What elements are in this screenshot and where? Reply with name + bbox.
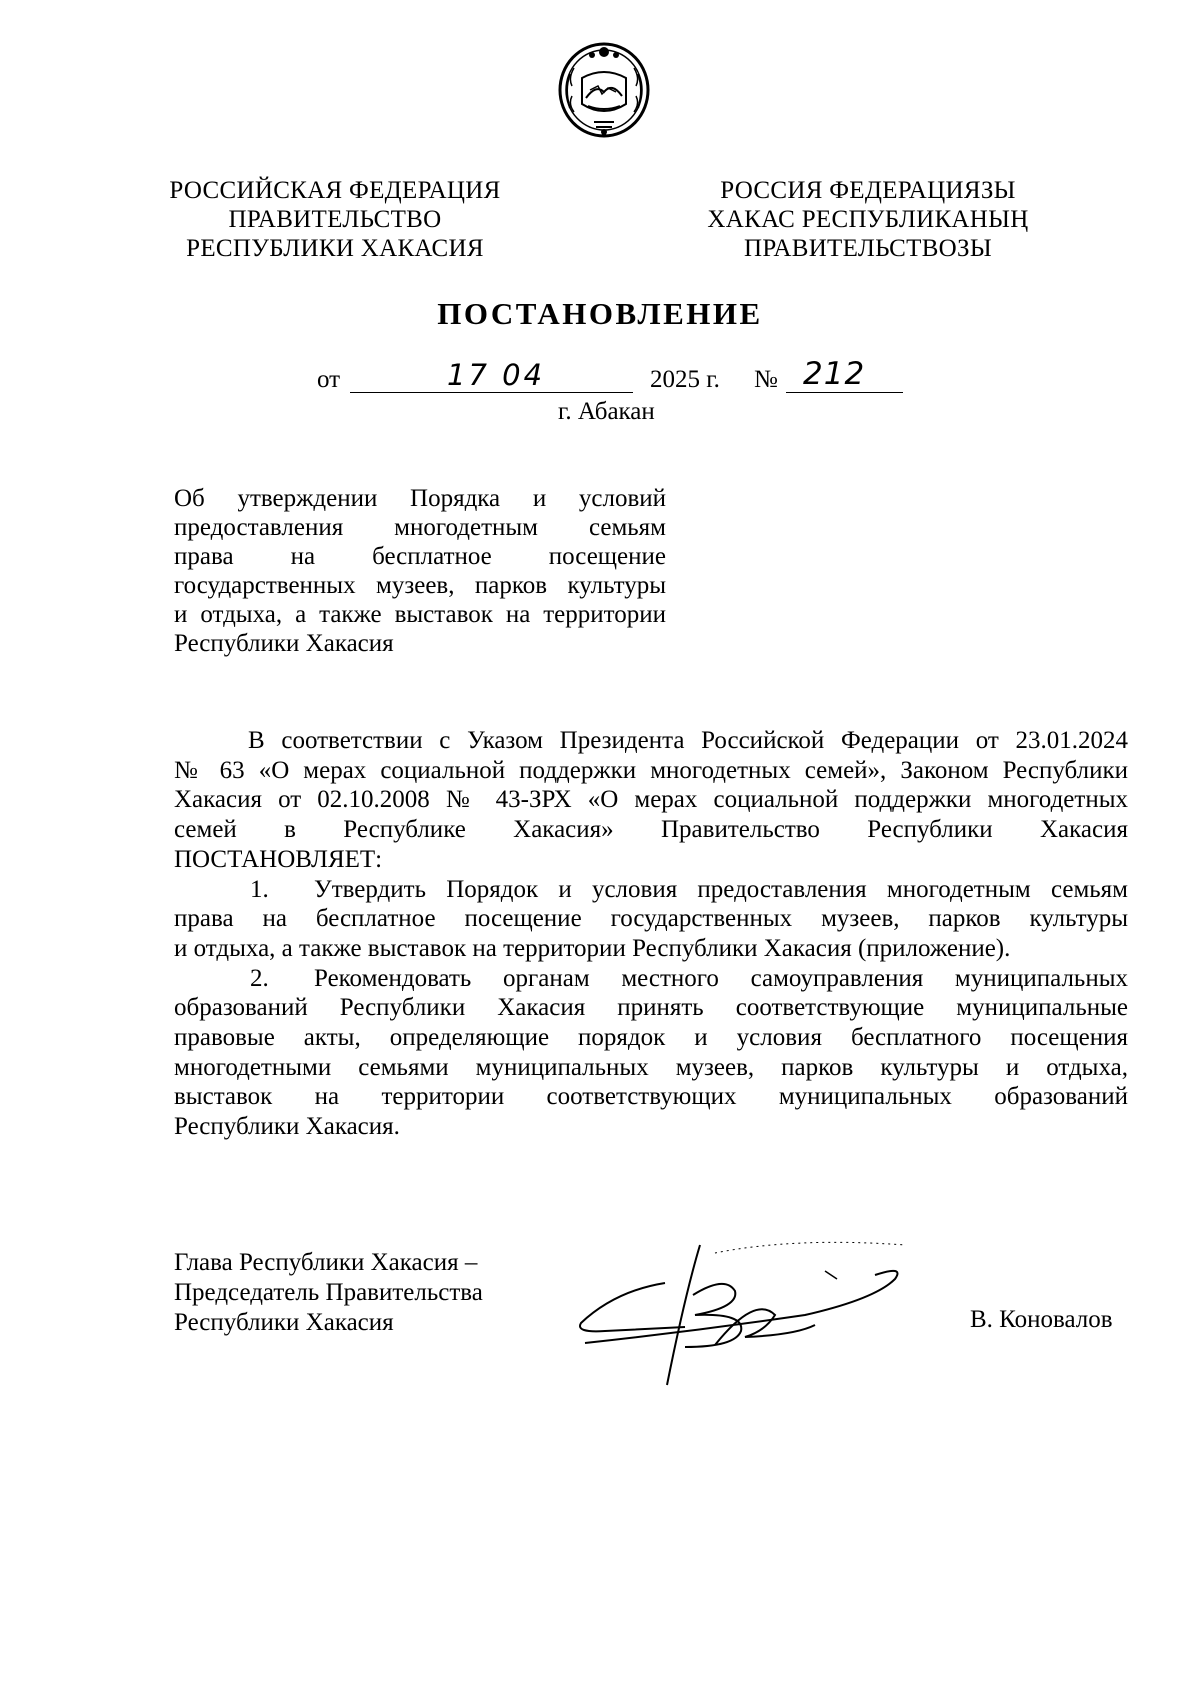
body-line: Республики Хакасия.	[174, 1113, 400, 1141]
subject-line: государственных музеев, парков культуры	[174, 572, 666, 599]
body-line: № 63 «О мерах социальной поддержки многодетных семей», Законом Республики	[174, 756, 1128, 784]
signatory-position-line: Республики Хакасия	[174, 1309, 394, 1336]
header-left-block	[165, 176, 505, 263]
body-line: семей в Республике Хакасия» Правительство Республики Хакасия	[174, 816, 1128, 844]
document-title: ПОСТАНОВЛЕНИЕ	[437, 296, 763, 331]
handwritten-number: 212	[803, 356, 866, 392]
body-line: образований Республики Хакасия принять соответствующие муниципальные	[174, 994, 1128, 1022]
date-number-line	[0, 356, 1200, 398]
subject-line: Республики Хакасия	[174, 630, 394, 657]
body-line: правовые акты, определяющие порядок и условия бесплатного посещения	[174, 1024, 1128, 1052]
body-text	[174, 726, 1128, 1142]
number-sign: №	[754, 366, 778, 393]
body-line: и отдыха, а также выставок на территории Республики Хакасия (приложение).	[174, 934, 1011, 962]
body-line: Хакасия от 02.10.2008 № 43-ЗРХ «О мерах социальной поддержки многодетных	[174, 786, 1128, 814]
header-right-line: ПРАВИТЕЛЬСТВОЗЫ	[744, 235, 992, 262]
body-line: многодетными семьями муниципальных музеев, парков культуры и отдыха,	[174, 1053, 1128, 1081]
body-line: ПОСТАНОВЛЯЕТ:	[174, 845, 383, 873]
handwritten-signature-icon	[575, 1235, 920, 1395]
header-right-block	[698, 176, 1038, 263]
item-1-text: Утвердить Порядок и условия предоставления многодетным семьям	[314, 875, 1128, 903]
city: г. Абакан	[558, 398, 655, 425]
signatory-position-line: Председатель Правительства	[174, 1279, 483, 1306]
signatory-position	[174, 1248, 483, 1338]
header-left-line: РЕСПУБЛИКИ ХАКАСИЯ	[186, 235, 484, 262]
date-year: 2025 г.	[650, 366, 720, 393]
subject-line: и отдыха, а также выставок на территории	[174, 601, 666, 628]
item-2-text: Рекомендовать органам местного самоуправления муниципальных	[314, 964, 1128, 992]
body-line: выставок на территории соответствующих муниципальных образований	[174, 1083, 1128, 1111]
body-line: права на бесплатное посещение государственных музеев, парков культуры	[174, 905, 1128, 933]
subject-line: предоставления многодетным семьям	[174, 514, 666, 541]
number-underline	[786, 392, 903, 393]
handwritten-date: 17 04	[447, 358, 546, 392]
signatory-position-line: Глава Республики Хакасия –	[174, 1249, 478, 1276]
subject-line: Об утверждении Порядка и условий	[174, 485, 666, 512]
header-left-line: РОССИЙСКАЯ ФЕДЕРАЦИЯ	[169, 177, 501, 204]
header-right-line: ХАКАС РЕСПУБЛИКАНЫҢ	[707, 206, 1029, 233]
item-1-number: 1.	[250, 875, 269, 903]
signatory-name: В. Коновалов	[970, 1306, 1113, 1333]
item-1-first-line	[174, 875, 1128, 905]
item-2-number: 2.	[250, 964, 269, 992]
coat-of-arms-icon	[556, 38, 652, 140]
date-underline	[350, 392, 633, 393]
header-right-line: РОССИЯ ФЕДЕРАЦИЯЗЫ	[720, 177, 1016, 204]
body-line: В соответствии с Указом Президента Российской Федерации от 23.01.2024	[248, 727, 1128, 754]
subject-line: права на бесплатное посещение	[174, 543, 666, 570]
subject-block	[174, 484, 666, 658]
item-2-first-line	[174, 964, 1128, 994]
header-left-line: ПРАВИТЕЛЬСТВО	[228, 206, 442, 233]
date-prefix: от	[317, 366, 341, 393]
